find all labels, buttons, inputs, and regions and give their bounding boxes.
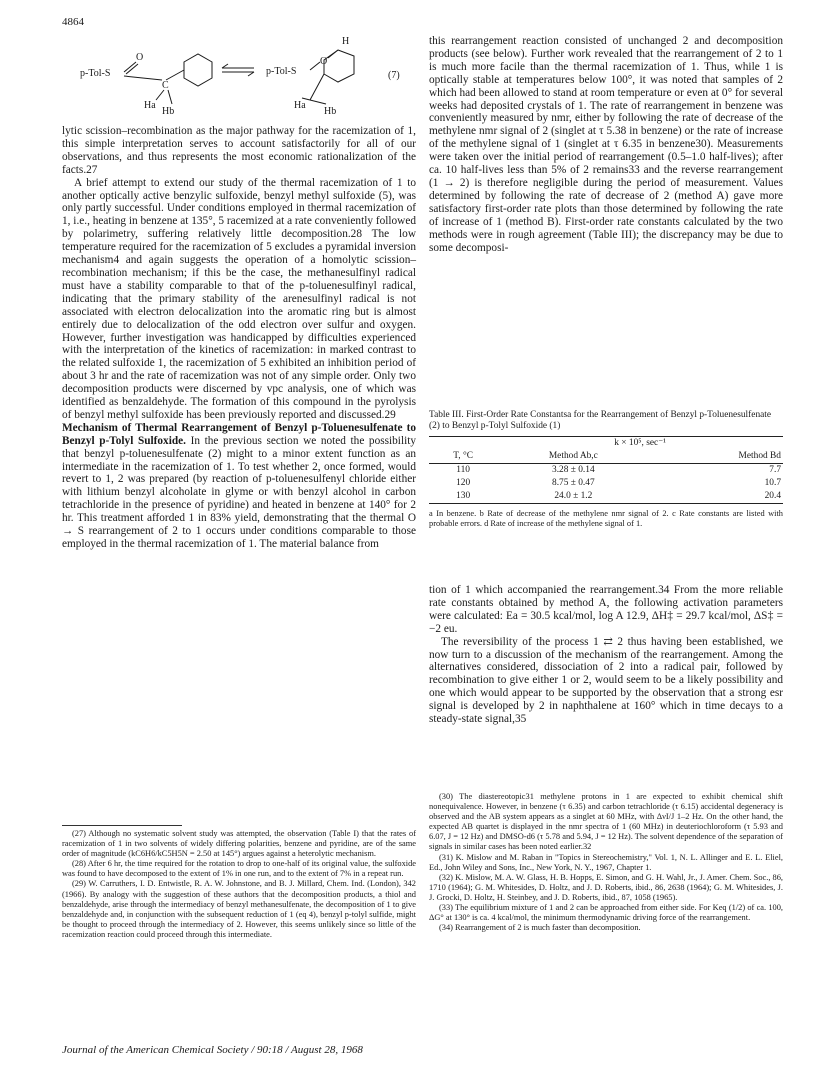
- table-caption: Table III. First-Order Rate Constantsa for the Rearrangement of Benzyl p-Toluenesulfenate (2) to Benzyl p-Tolyl Sulfoxide (1): [429, 410, 772, 431]
- scheme-right-label: p-Tol-S: [266, 66, 297, 77]
- right-paragraph-1: this rearrangement reaction consisted of unchanged 2 and decomposition products (see below). Further work revealed that the rearrangement of 2 to 1 is much more facile than the thermal racemization of 1. Thus, while 1 is optically stable at temperatures below 100°, it was noted that samples of 2 which had been allowed to stand at room temperature or even at 0° for several weeks had deposited crystals of 1. The rate of rearrangement in benzene was conveniently measured by nmr, either by following the rate of decrease of the methylene nmr signal of 2 (singlet at τ 5.38 in benzene) or the rate of increase of the methylene signal of 1 (singlet at τ 6.35 in benzene30). Measurements were taken over the initial period of rearrangement (0.5–1.0 half-lives); after ca. 10 half-lives less than 5% of 2 remains33 and the reverse rearrangement (1 → 2) is therefore negligible during the period of measurement. Values determined by following the rate of decrease of 2 (method A) gave more satisfactory first-order rate plots than those determined by following the rate of increase of 1 (method B). First-order rate constants calculated by the two methods were in rough agreement (Table III); the discrepancy may be due to some decomposi-: [429, 35, 783, 254]
- scheme-left-label: p-Tol-S: [80, 68, 111, 79]
- footnote: (32) K. Mislow, M. A. W. Glass, H. B. Hopps, E. Simon, and G. H. Wahl, Jr., J. Amer. Chem. Soc., 86, 1710 (1964); G. M. Whitesides, D. Holtz, and J. D. Roberts, ibid., 86, 2638 (1964); G. M. Whitesides, J. J. Grocki, D. Holtz, H. Steinbey, and J. D. Roberts, ibid., 87, 1058 (1965).: [429, 872, 783, 902]
- table-row: 130 24.0 ± 1.2 20.4: [456, 491, 781, 501]
- journal-footer: Journal of the American Chemical Society / 90:18 / August 28, 1968: [62, 1044, 363, 1056]
- page-number: 4864: [62, 16, 84, 28]
- table-row: 120 8.75 ± 0.47 10.7: [456, 478, 781, 488]
- scheme-left-c: C: [162, 80, 169, 91]
- footnote: (30) The diastereotopic31 methylene protons in 1 are expected to exhibit chemical shift nonequivalence. However, in benzene (τ 6.35) and carbon tetrachloride (τ 6.15) accidental degeneracy is observed and the AB system appears as a singlet at 60 MHz, with ΔνI/J 1–2 Hz. On the other hand, the expected AB quartet is displayed in the nmr spectra of 1 (60 MHz) in deuteriochloroform (τ 5.93 and 6.07, J = 12 Hz) and DMSO-d6 (τ 5.78 and 5.94, J = 12 Hz). The solvent dependence of the separation of signals in similar cases has been noted earlier.32: [429, 792, 783, 852]
- section-heading: Mechanism of Thermal Rearrangement of Benzyl p-Toluenesulfenate to Benzyl p-Tolyl Sulfoxide.: [62, 421, 416, 447]
- scheme-right-h: H: [342, 36, 350, 47]
- scheme-left-hb: Hb: [162, 106, 175, 117]
- table-col-a: Method Ab,c: [548, 451, 598, 461]
- rate-constants-table: [429, 436, 783, 506]
- left-paragraph-2: A brief attempt to extend our study of the thermal racemization of 1 to another optically active benzylic sulfoxide, benzyl methyl sulfoxide (5), was only partly successful. Under conditions employed in thermal racemization of 1, i.e., heating in benzene at 135°, 5 racemized at a rate conveniently followed by polarimetry, suffering relatively little decomposition.28 The low temperature required for the racemization of 5 excludes a pyramidal inversion mechanism4 and again suggests the operation of a homolytic scission–recombination mechanism; if this be the case, the methanesulfinyl radical must have a stability comparable to that of the p-toluenesulfinyl radical, indicating that the primary stability of the arenesulfinyl radical is not associated with electron delocalization into the aromatic ring but is almost entirely due to delocalization of the odd electron over sulfur and oxygen. However, further investigation was handicapped by difficulties experienced with the interpretation of the kinetics of racemization: in marked contrast to the related sulfoxide 1, the racemization of 5 exhibited an inhibition period of about 3 hr and the rate of racemization was not of any simple order. Only two decomposition products were discerned by vpc analysis, one of which was identified as benzaldehyde. The formation of this compound in the pyrolysis of benzyl methyl sulfoxide has been previously reported and discussed.29: [62, 176, 416, 421]
- right-paragraph-3: The reversibility of the process 1 ⇄ 2 thus having been established, we now turn to a discussion of the mechanism of the rearrangement. Among the alternatives considered, dissociation of 2 into a radical pair, followed by recombination to give either 1 or 2, would seem to be a likely possibility and one which would appear to be supported by the observation that a strong esr signal is developed by 2 in naphthalene at 160° which in time decays to a steady-state signal,35: [429, 635, 783, 726]
- scheme-right-o: O: [320, 56, 328, 67]
- right-column-top: [429, 35, 783, 254]
- right-paragraph-2: tion of 1 which accompanied the rearrangement.34 From the more reliable rate constants obtained by method A, the following activation parameters were calculated: Ea = 30.5 kcal/mol, log A 12.9, ΔH‡ = 29.7 kcal/mol, ΔS‡ = −2 eu.: [429, 584, 783, 635]
- footnote-rule-left: [62, 825, 182, 826]
- reaction-scheme: [62, 28, 422, 120]
- left-paragraph-3: In the previous section we noted the possibility that benzyl p-toluenesulfenate (2) might to a minor extent function as an intermediate in the racemization of 1. To test whether 2, once formed, would revert to 1, 2 was prepared (by reaction of p-toluenesulfenyl chloride either with lithium benzyl alcoholate in glyme or with benzyl alcohol in carbon tetrachloride in the presence of pyridine) and heated in benzene at 140° for 2 hr. This treatment afforded 1 in 83% yield, demonstrating that the thermal O → S rearrangement of 2 to 1 occurs under conditions comparable to those employed in the thermal racemization of 1. The material balance from: [62, 434, 417, 550]
- scheme-left-o: O: [136, 52, 144, 63]
- table-col-t: T, °C: [453, 451, 473, 461]
- table-group-header: k × 10⁵, sec⁻¹: [614, 438, 666, 448]
- footnote: (28) After 6 hr, the time required for the rotation to drop to one-half of its original value, the sulfoxide was found to have decomposed to the extent of 1% in one run, and to the extent of 7% in a repeat run.: [62, 859, 416, 879]
- footnotes-left: [62, 829, 416, 940]
- table-footnote: a In benzene. b Rate of decrease of the methylene nmr signal of 2. c Rate constants are listed with probable errors. d Rate of increase of the methylene signal of 1.: [429, 509, 783, 528]
- footnotes-right: [429, 792, 783, 933]
- left-paragraph-1: lytic scission–recombination as the major pathway for the racemization of 1, this simple interpretation serves to account satisfactorily for all of our observations, and thus represents the most economic rationalization of the facts.27: [62, 125, 416, 176]
- table-col-b: Method Bd: [738, 451, 781, 461]
- left-column: [62, 125, 416, 551]
- scheme-left-ha: Ha: [144, 100, 156, 111]
- table-row: 110 3.28 ± 0.14 7.7: [429, 464, 783, 478]
- footnote: (29) W. Carruthers, I. D. Entwistle, R. A. W. Johnstone, and B. J. Millard, Chem. Ind. (London), 342 (1966). By analogy with the suggestion of these authors that the decomposition products, a thiol and benzaldehyde, arise through the intermediacy of benzyl methanesulfenate, the decomposition of 1 to give benzaldehyde and, in conjunction with the subsequent reduction of 1 (eq 4), benzyl p-tolyl sulfide, might be thought to proceed through the intermediacy of 2. However, this seems unlikely since so little of the racemization reaction could proceed through this intermediate.: [62, 879, 416, 939]
- footnote: (33) The equilibrium mixture of 1 and 2 can be approached from either side. For Keq (1/2) of ca. 100, ΔG° at 130° is ca. 4 kcal/mol, the minimum thermodynamic driving force of the rearrangement.: [429, 903, 783, 923]
- footnote: (27) Although no systematic solvent study was attempted, the observation (Table I) that the rates of racemization of 1 in two solvents of widely differing polarities, benzene and pyridine, are of the same order of magnitude (kC6H6/kC5H5N = 2.50 at 145°) argues against a heterolytic mechanism.: [62, 829, 416, 859]
- scheme-eq-number: (7): [388, 70, 400, 81]
- scheme-right-hb: Hb: [324, 106, 337, 117]
- footnote: (31) K. Mislow and M. Raban in "Topics in Stereochemistry," Vol. 1, N. L. Allinger and E. L. Eliel, Ed., John Wiley and Sons, Inc., New York, N. Y., 1967, Chapter 1.: [429, 852, 783, 872]
- footnote: (34) Rearrangement of 2 is much faster than decomposition.: [439, 923, 641, 933]
- right-column-bottom: [429, 584, 783, 726]
- table-iii: [429, 410, 783, 537]
- scheme-right-ha: Ha: [294, 100, 306, 111]
